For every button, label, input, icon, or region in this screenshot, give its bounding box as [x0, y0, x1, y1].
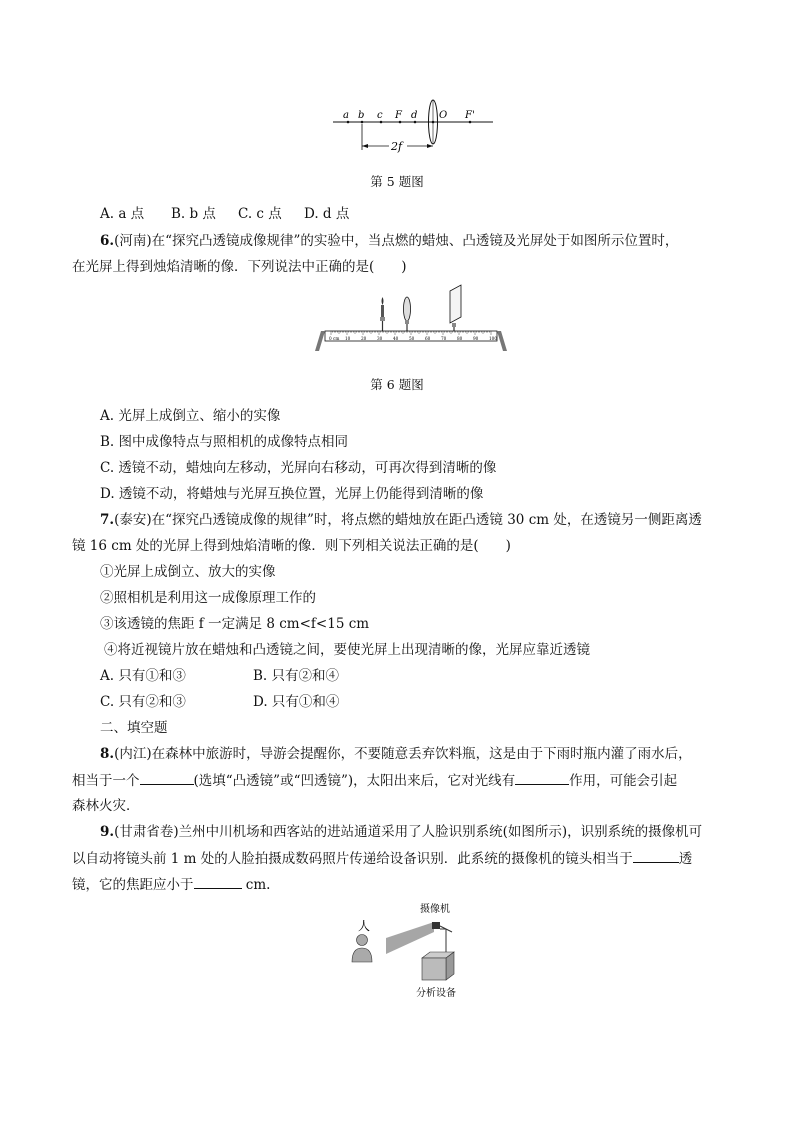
ruler-label: 80	[457, 336, 463, 341]
ruler-label: 40	[393, 336, 399, 341]
ruler-label: 0 cm	[329, 336, 340, 341]
ruler-label: 90	[473, 336, 479, 341]
q7-item-4: ④将近视镜片放在蜡烛和凸透镜之间，要使光屏上出现清晰的像，光屏应靠近透镜	[104, 642, 590, 658]
fig5-label-a: a	[343, 110, 349, 121]
figure-5-diagram	[325, 98, 495, 160]
q6-text-line1: 6.(河南)在“探究凸透镜成像规律”的实验中，当点燃的蜡烛、凸透镜及光屏处于如图所示位置时，	[100, 233, 679, 249]
ruler-label: 50	[409, 336, 415, 341]
q8-text-line1: 8.(内江)在森林中旅游时，导游会提醒你，不要随意丢弃饮料瓶，这是由于下雨时瓶内灌了雨水后，	[100, 746, 692, 762]
q7-option-c: C. 只有②和③	[100, 694, 186, 710]
q7-text-line2: 镜 16 cm 处的光屏上得到烛焰清晰的像．则下列相关说法正确的是( )	[72, 538, 511, 554]
fig9-person-label: 人	[358, 919, 371, 933]
ruler-label: 30	[377, 336, 383, 341]
q9-blank-2[interactable]	[194, 874, 242, 889]
ruler-label: 60	[425, 336, 431, 341]
figure-5-caption: 第 5 题图	[370, 174, 424, 189]
section-heading-fill-blank: 二、填空题	[100, 720, 168, 736]
q9-text-line1: 9.(甘肃省卷)兰州中川机场和西客站的进站通道采用了人脸识别系统(如图所示)，识别系统的摄像机可	[100, 824, 703, 840]
figure-6-diagram	[313, 283, 511, 355]
q7-option-d: D. 只有①和④	[253, 694, 340, 710]
q7-option-b: B. 只有②和④	[253, 668, 340, 684]
q7-option-a: A. 只有①和③	[100, 668, 186, 684]
figure-9-diagram	[340, 898, 480, 1003]
q5-option-a: A. a 点	[100, 206, 145, 222]
fig5-label-F: F	[395, 110, 402, 121]
q7-text-line1: 7.(泰安)在“探究凸透镜成像的规律”时，将点燃的蜡烛放在距凸透镜 30 cm 处，在透镜另一侧距离透	[100, 512, 702, 528]
q5-option-d: D. d 点	[304, 206, 350, 222]
ruler-label: 10	[345, 336, 351, 341]
q6-text-line2: 在光屏上得到烛焰清晰的像．下列说法中正确的是( )	[72, 259, 407, 275]
q6-option-d: D. 透镜不动，将蜡烛与光屏互换位置，光屏上仍能得到清晰的像	[100, 486, 484, 502]
q9-number: 9.	[100, 824, 115, 840]
q9-text-line2: 以自动将镜头前 1 m 处的人脸拍摄成数码照片传递给设备识别．此系统的摄像机的镜头相当于 透	[72, 848, 692, 869]
fig5-label-O: O	[439, 110, 448, 121]
fig5-label-b: b	[358, 110, 365, 121]
q8-text-line2: 相当于一个 (选填“凸透镜”或“凹透镜”)，太阳出来后，它对光线有 作用，可能会引起	[72, 770, 677, 791]
ruler-label: 20	[361, 336, 367, 341]
q9-text-line3: 镜，它的焦距应小于 cm.	[72, 874, 270, 895]
q9-blank-1[interactable]	[633, 848, 679, 863]
fig9-camera-label: 摄像机	[420, 904, 450, 915]
fig5-label-F-prime: F'	[465, 110, 475, 121]
q8-number: 8.	[100, 746, 115, 762]
ruler-label: 70	[441, 336, 447, 341]
q8-blank-2[interactable]	[515, 770, 569, 785]
ruler-label: 100	[489, 336, 497, 341]
q7-number: 7.	[100, 512, 115, 528]
q8-text-line3: 森林火灾．	[72, 798, 140, 814]
q7-item-2: ②照相机是利用这一成像原理工作的	[100, 590, 316, 606]
q5-option-b: B. b 点	[171, 206, 216, 222]
q7-item-1: ①光屏上成倒立、放大的实像	[100, 564, 276, 580]
fig5-label-c: c	[377, 110, 383, 121]
fig5-label-d: d	[411, 110, 418, 121]
q5-option-c: C. c 点	[238, 206, 282, 222]
q6-option-a: A. 光屏上成倒立、缩小的实像	[100, 408, 281, 424]
q6-option-b: B. 图中成像特点与照相机的成像特点相同	[100, 434, 349, 450]
q7-item-3: ③该透镜的焦距 f 一定满足 8 cm<f<15 cm	[100, 616, 370, 632]
fig5-dim-label: 2f	[391, 140, 403, 153]
fig9-device-label: 分析设备	[416, 988, 456, 999]
q6-number: 6.	[100, 233, 115, 249]
q6-option-c: C. 透镜不动，蜡烛向左移动，光屏向右移动，可再次得到清晰的像	[100, 460, 497, 476]
figure-6-caption: 第 6 题图	[370, 377, 424, 392]
q8-blank-1[interactable]	[140, 770, 194, 785]
